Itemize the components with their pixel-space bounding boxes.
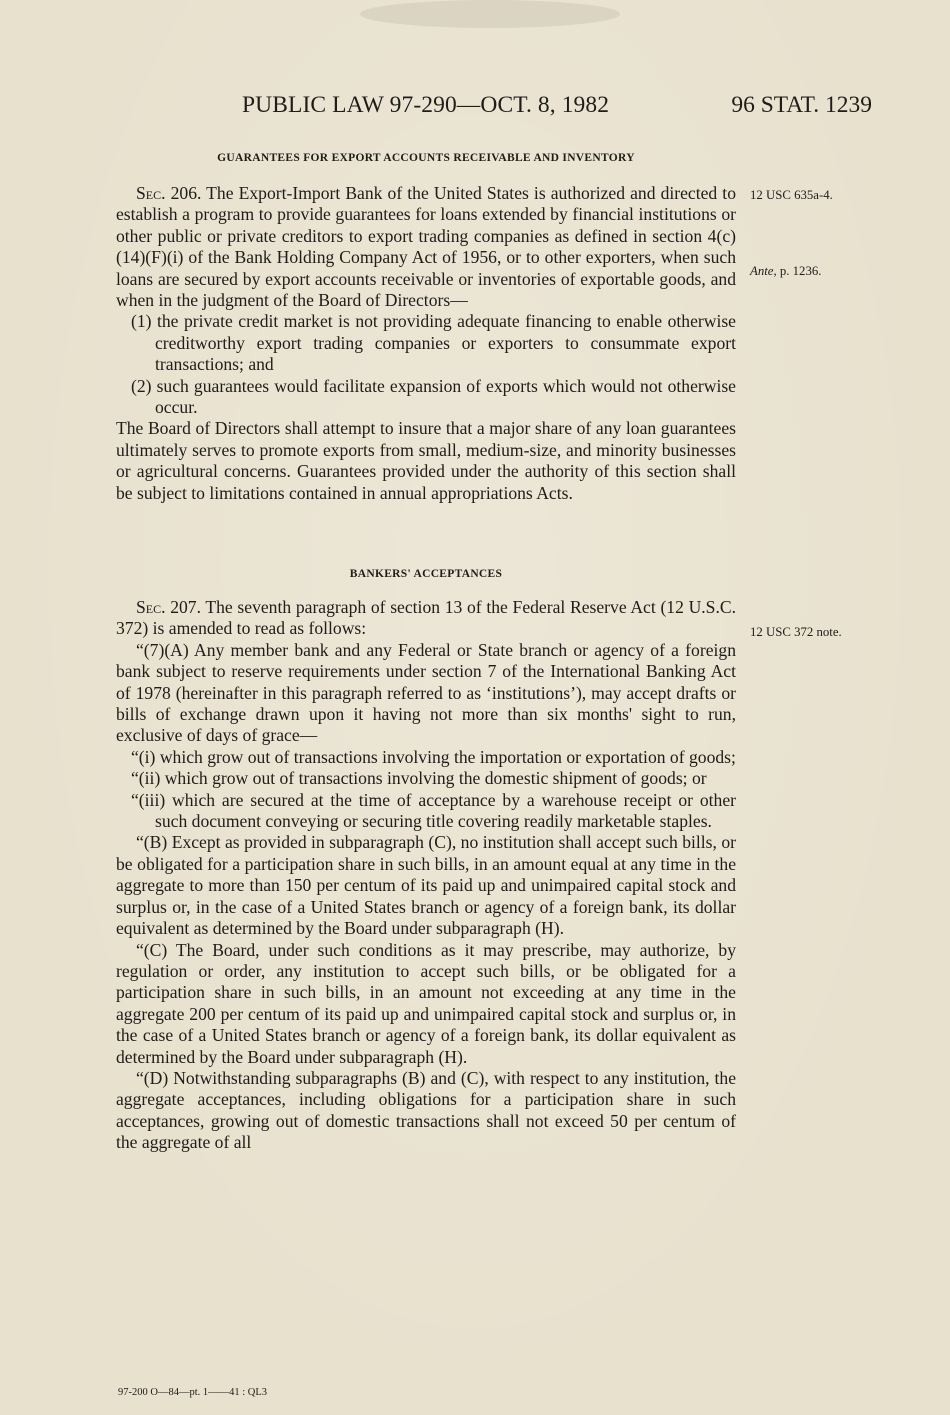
sec-label: Sec. [136,183,166,203]
section-206-text: 206. The Export-Import Bank of the United States is authorized and directed to establish a program to provide guarantees for loans extended by financial institutions or other public or private creditors to export trading companies as defined in section 4(c)(14)(F)(i) of the Bank Holding Company Act of 1956, or to other exporters, when such loans are secured by export accounts receivable or inventories of exportable goods, and when in the judgment of the Board of Directors— [116,183,736,311]
margin-note-ante-italic: Ante [750,264,774,278]
clause-ii: “(ii) which grow out of transactions involving the domestic shipment of goods; or [131,768,707,789]
section-heading-bankers-acceptances: BANKERS' ACCEPTANCES [349,568,503,580]
paragraph-d: “(D) Notwithstanding subparagraphs (B) and (C), with respect to any institution, the aggregate acceptances, including obligations for a participation share in such acceptances, growing out of domestic transactions shall not exceed 50 per centum of the aggregate of all [116,1067,736,1153]
margin-note-12-usc-635a-4: 12 USC 635a-4. [750,188,833,202]
paragraph-b: “(B) Except as provided in subparagraph (C), no institution shall accept such bills, or be obligated for a participation share in such bills, in an amount equal at any time in the aggregate to more than 150 per centum of its paid up and unimpaired capital stock and surplus or, in the case of a United States branch or agency of a foreign bank, its dollar equivalent as determined by the Board under subparagraph (H). [116,832,736,939]
section-206-body [116,183,736,504]
section-206-closing: The Board of Directors shall attempt to insure that a major share of any loan guarantees ultimately serves to promote exports from small, medium-size, and minority businesses or agricultural concerns. Guarantees provided under the authority of this section shall be subject to limitations contained in annual appropriations Acts. [116,418,736,503]
footer-print-code: 97-200 O—84—pt. 1——41 : QL3 [118,1387,268,1398]
page-header-title: PUBLIC LAW 97-290—OCT. 8, 1982 [242,92,610,118]
margin-note-ante [750,264,821,279]
section-207-body [116,597,736,1154]
paragraph-7a: “(7)(A) Any member bank and any Federal or State branch or agency of a foreign bank subject to reserve requirements under section 7 of the International Banking Act of 1978 (hereinafter in this paragraph referred to as ‘institutions’), may accept drafts or bills of exchange drawn upon it having not more than six months' sight to run, exclusive of days of grace— [116,639,736,746]
clause-i: “(i) which grow out of transactions involving the importation or exportation of goods; [131,746,736,767]
section-206-intro [116,183,736,311]
margin-note-ante-rest: , p. 1236. [773,264,822,278]
page-header-stat: 96 STAT. 1239 [731,92,872,118]
scan-smudge [360,0,620,28]
section-206-clause-1: (1) the private credit market is not providing adequate financing to enable otherwise creditworthy export trading companies or exporters to consummate export transactions; and [131,311,736,375]
paragraph-c: “(C) The Board, under such conditions as it may prescribe, may authorize, by regulation or order, any institution to accept such bills, or be obligated for a participation share in such bills, in an amount not exceeding at any time in the aggregate 200 per centum of its paid up and unimpaired capital stock and surplus or, in the case of a United States branch or agency of a foreign bank, its dollar equivalent as determined by the Board under subparagraph (H). [116,939,736,1067]
section-heading-guarantees: GUARANTEES FOR EXPORT ACCOUNTS RECEIVABLE AND INVENTORY [217,152,635,164]
margin-note-12-usc-372: 12 USC 372 note. [750,625,842,639]
clause-iii: “(iii) which are secured at the time of acceptance by a warehouse receipt or other such document conveying or securing title covering readily marketable staples. [131,789,736,832]
sec-label: Sec. [136,597,166,617]
section-207-intro [116,597,736,640]
section-207-text: 207. The seventh paragraph of section 13 of the Federal Reserve Act (12 U.S.C. 372) is amended to read as follows: [116,597,736,639]
section-206-clause-2: (2) such guarantees would facilitate expansion of exports which would not otherwise occur. [131,375,736,418]
